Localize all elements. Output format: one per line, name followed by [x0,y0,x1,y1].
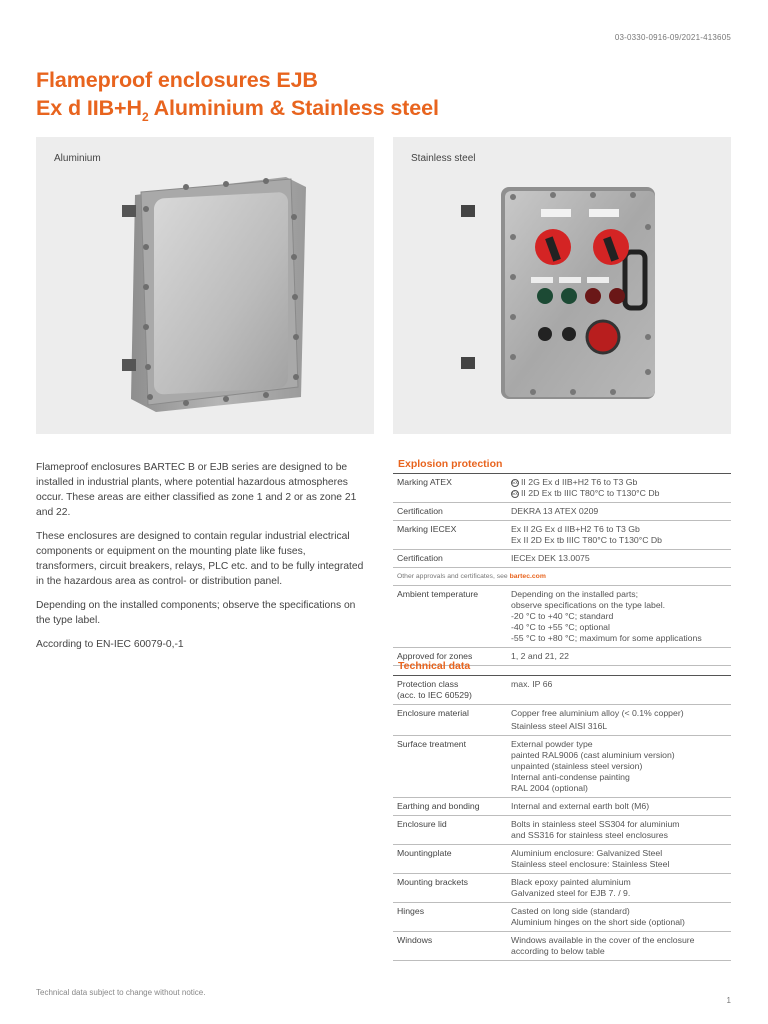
aluminium-label: Aluminium [54,153,101,164]
document-number: 03-0330-0916-09/2021-413605 [614,33,731,42]
table-row [393,903,731,932]
row-key: Enclosure material [397,708,469,718]
title-line-2 [36,94,439,125]
row-key: Mountingplate [397,848,452,858]
table-row [393,798,731,816]
row-key [393,679,511,701]
table-row [393,736,731,798]
row-key: Marking ATEX [397,477,452,487]
value-line: Bolts in stainless steel SS304 for aluminium [511,819,680,829]
value-line: Stainless steel enclosure: Stainless Steel [511,859,670,869]
stainless-steel-enclosure-photo [393,137,731,434]
stainless-steel-label: Stainless steel [411,153,476,164]
title-subscript: 2 [141,110,149,124]
value-line: Windows available in the cover of the enclosure [511,935,695,945]
stainless-steel-enclosure-image [393,137,731,434]
row-key: Approved for zones [397,651,473,661]
aluminium-enclosure-photo [36,137,374,434]
row-key: Mounting brackets [397,877,468,887]
footer-notice: Technical data subject to change without notice. [36,988,206,997]
row-value [511,477,731,499]
value-line: according to below table [511,946,605,956]
technical-data-table [393,676,731,961]
row-key: Certification [397,506,443,516]
ex-symbol-icon: Ex [512,479,518,486]
table-row [393,705,731,736]
table-row [393,676,731,705]
row-value [511,877,731,899]
row-key: Ambient temperature [397,589,479,599]
row-value [511,819,731,841]
description-paragraph-4: According to EN-IEC 60079-0,-1 [36,639,184,650]
row-key: Hinges [397,906,425,916]
row-value [511,708,731,732]
page-number: 1 [726,996,731,1005]
row-key: Certification [397,553,443,563]
value-line: RAL 2004 (optional) [511,783,588,793]
value-line: Ex II 2G Ex d IIB+H2 T6 to T3 Gb [511,524,640,534]
value-line: Ex II 2D Ex tb IIIC T80°C to T130°C Db [511,535,662,545]
row-key: Enclosure lid [397,819,447,829]
description-paragraph-1: Flameproof enclosures BARTEC B or EJB series are designed to be installed in industrial plants, where potential hazardous atmospheres occur. These areas are either classified as zone 1 and 2 or as zone 21 and 22. [36,462,357,518]
row-value: max. IP 66 [511,679,553,689]
value-line: Stainless steel AISI 316L [511,721,608,731]
bartec-link[interactable]: bartec.com [509,573,546,580]
row-value [511,848,731,870]
row-key: Marking IECEX [397,524,457,534]
row-value [511,589,731,644]
value-line: -20 °C to +40 °C; standard [511,611,614,621]
value-line: II 2G Ex d IIB+H2 T6 to T3 Gb [521,477,638,487]
row-value: IECEx DEK 13.0075 [511,553,590,563]
value-line: painted RAL9006 (cast aluminium version) [511,750,675,760]
value-line: Depending on the installed parts; [511,589,639,599]
note-text: Other approvals and certificates, see [397,573,510,580]
description-paragraph-2: These enclosures are designed to contain regular industrial electrical components or equipment on the mounting plate like fuses, transformers, circuit breakers, relays, PLC etc. and to be fully integrated in the hazardous area as control- or distribution panel. [36,531,364,587]
row-value [511,524,731,546]
table-row [393,816,731,845]
row-value: Internal and external earth bolt (M6) [511,801,650,811]
value-line: Aluminium hinges on the short side (optional) [511,917,685,927]
technical-data-heading: Technical data [393,660,731,676]
row-value [511,906,731,928]
explosion-protection-table [393,474,731,666]
value-line: Casted on long side (standard) [511,906,630,916]
row-key: Earthing and bonding [397,801,480,811]
table-row [393,874,731,903]
value-line: II 2D Ex tb IIIC T80°C to T130°C Db [521,488,660,498]
row-value: 1, 2 and 21, 22 [511,651,569,661]
explosion-protection-heading: Explosion protection [393,458,731,474]
table-row [393,845,731,874]
title-line-2-prefix: Ex d IIB+H [36,96,142,120]
row-value: DEKRA 13 ATEX 0209 [511,506,599,516]
key-line: (acc. to IEC 60529) [397,690,472,700]
value-line: -40 °C to +55 °C; optional [511,622,610,632]
value-line: unpainted (stainless steel version) [511,761,643,771]
row-value [511,935,731,957]
value-line: Galvanized steel for EJB 7. / 9. [511,888,631,898]
table-row [393,521,731,550]
value-line: Copper free aluminium alloy (< 0.1% copper) [511,708,684,718]
ex-symbol-icon: Ex [512,490,518,497]
value-line: External powder type [511,739,593,749]
row-key: Surface treatment [397,739,467,749]
table-row [393,932,731,961]
value-line: Aluminium enclosure: Galvanized Steel [511,848,663,858]
value-line: observe specifications on the type label. [511,600,666,610]
page-title [36,66,439,125]
approvals-note [393,568,731,586]
title-line-1: Flameproof enclosures EJB [36,68,318,92]
description-paragraph-3: Depending on the installed components; observe the specifications on the type label. [36,600,356,626]
table-row [393,586,731,648]
key-line: Protection class [397,679,459,689]
row-value [511,739,731,794]
value-line: Internal anti-condense painting [511,772,630,782]
row-key: Windows [397,935,433,945]
value-line: and SS316 for stainless steel enclosures [511,830,668,840]
value-line: Black epoxy painted aluminium [511,877,631,887]
table-row [393,550,731,568]
value-line: -55 °C to +80 °C; maximum for some applications [511,633,702,643]
title-line-2-suffix: Aluminium & Stainless steel [148,96,439,120]
table-row [393,474,731,503]
aluminium-enclosure-image [36,137,374,434]
table-row [393,503,731,521]
description [36,460,368,661]
